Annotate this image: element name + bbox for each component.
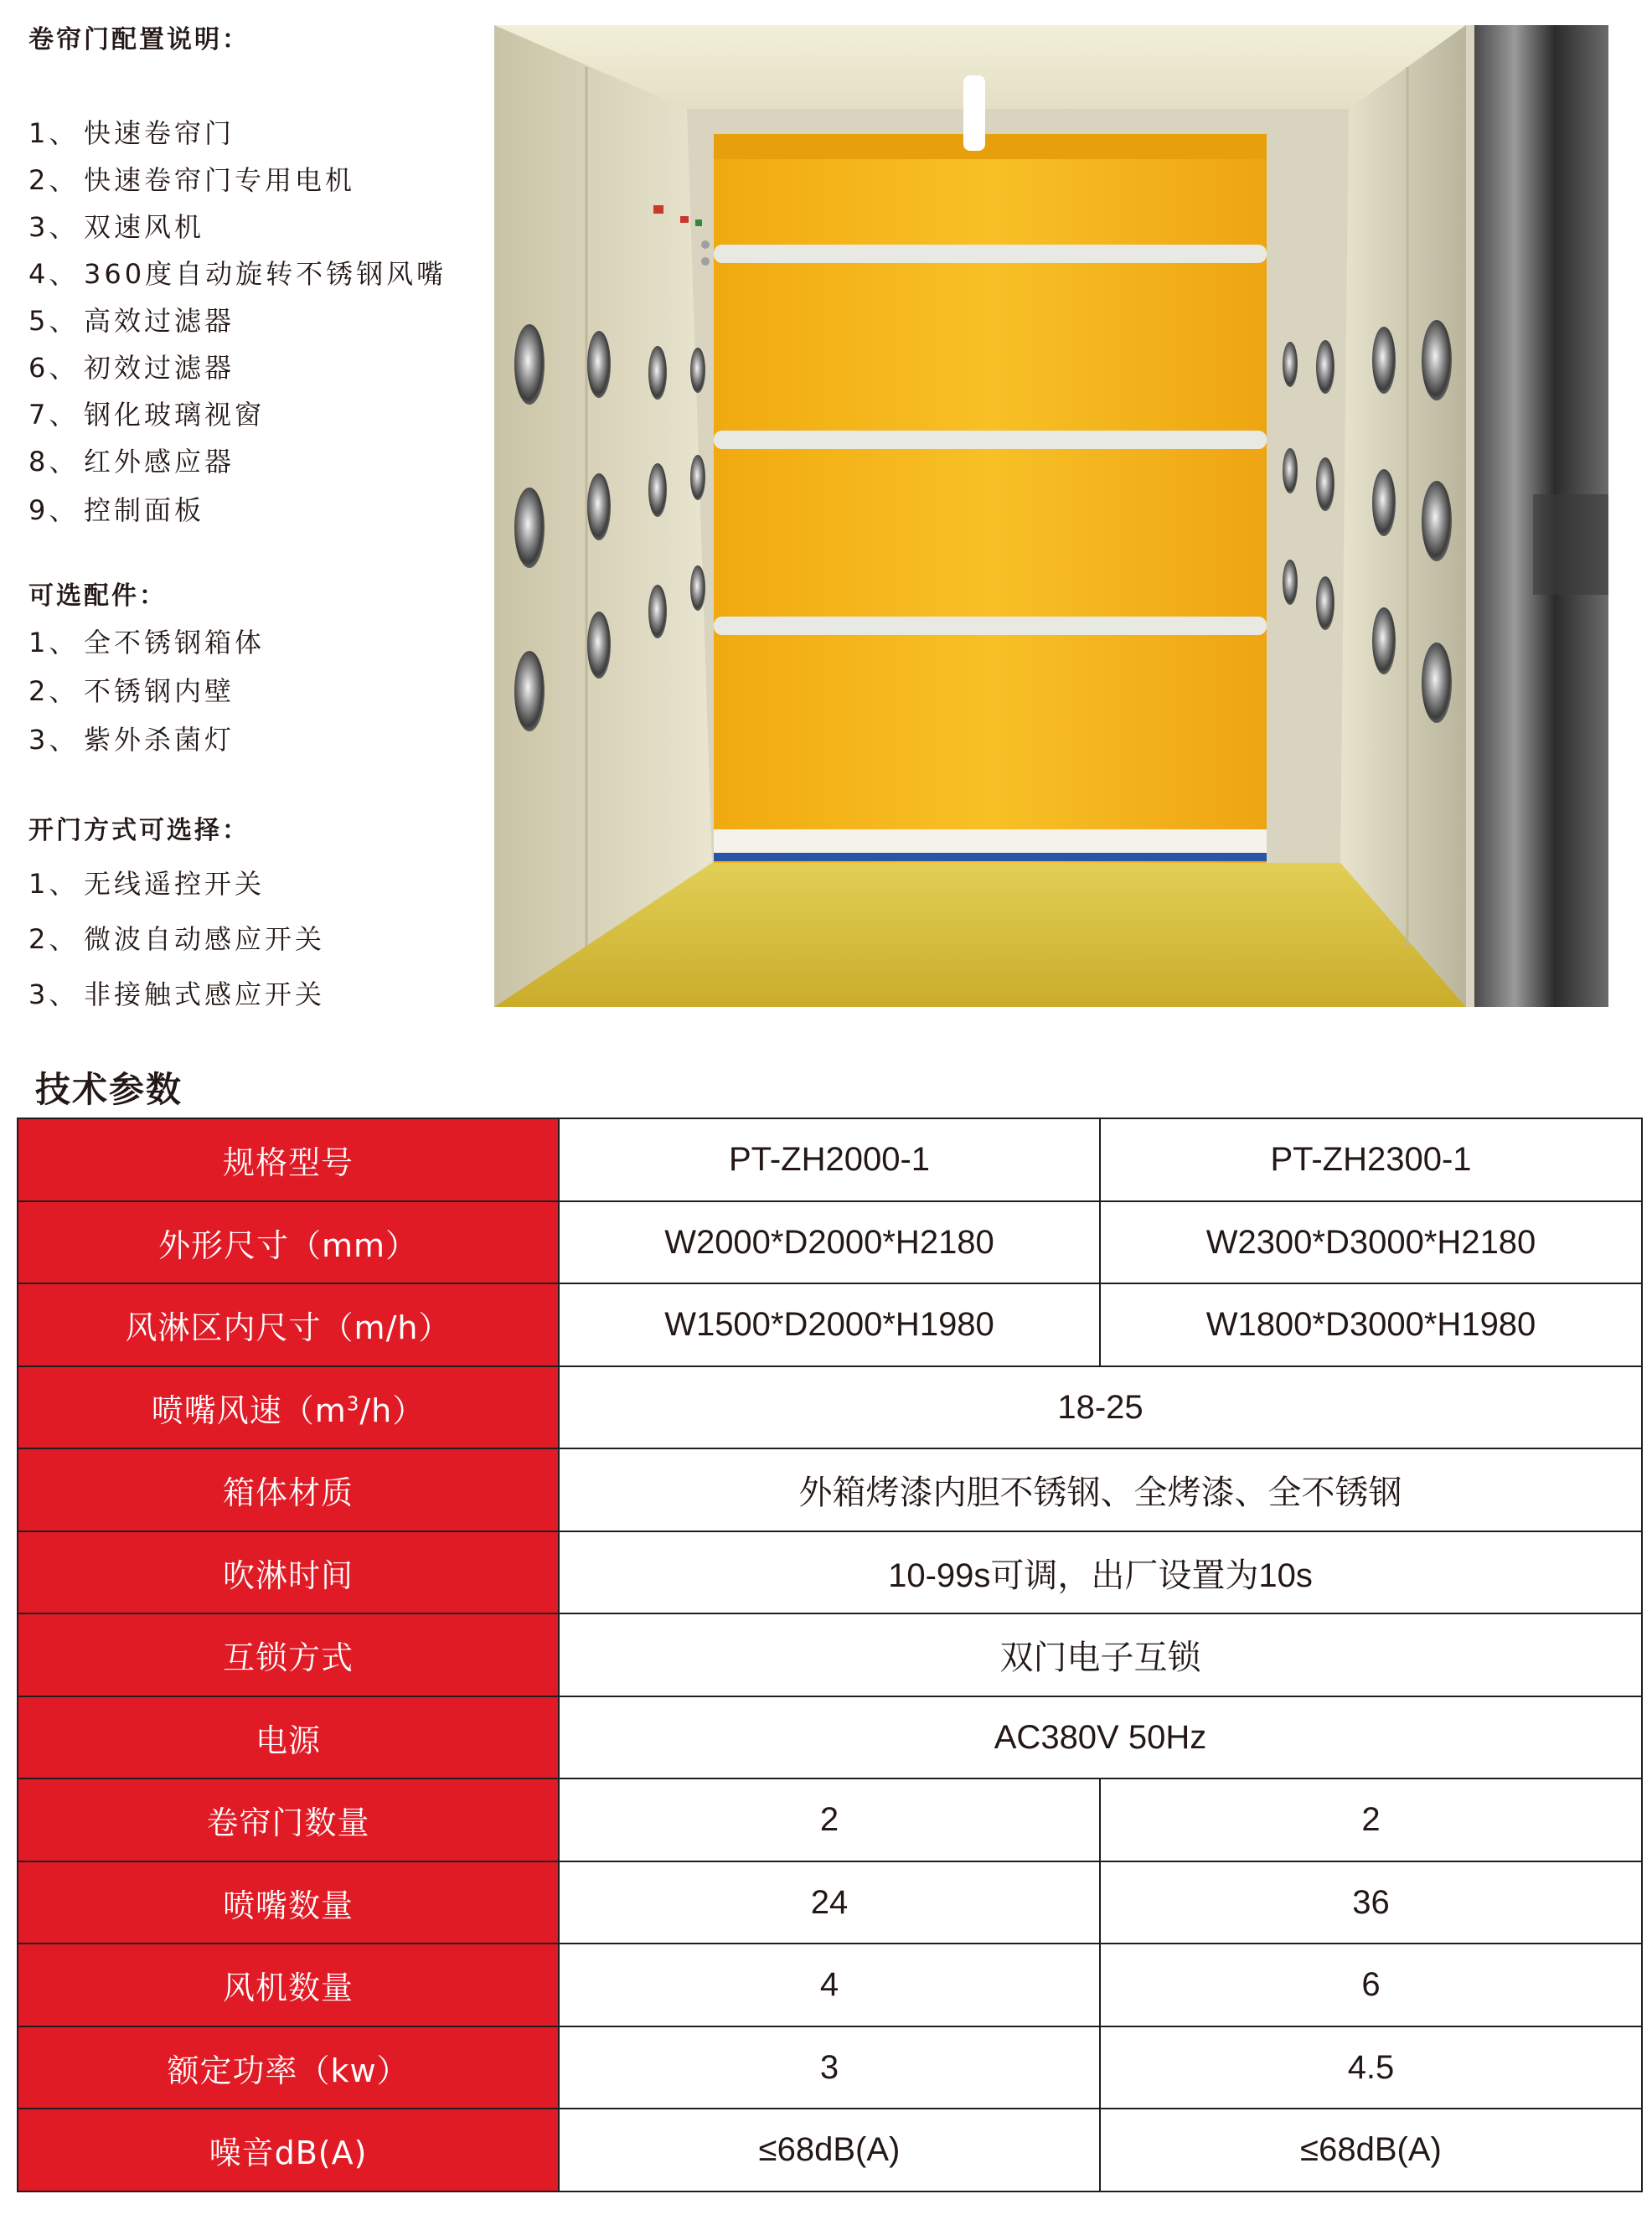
row-value-merged: AC380V 50Hz [559, 1696, 1642, 1778]
table-row [18, 1696, 1642, 1778]
config-item-6: 6、 初效过滤器 [28, 352, 235, 384]
door-item-3: 3、 非接触式感应开关 [28, 978, 326, 1010]
row-value-1: ≤68dB(A) [559, 2109, 1100, 2191]
row-label: 吹淋时间 [18, 1531, 559, 1613]
row-label: 喷嘴风速$(m^3/h)$ [18, 1366, 559, 1448]
row-label: 喷嘴数量 [18, 1861, 559, 1944]
product-photo [494, 25, 1608, 1007]
optional-title: 可选配件： [28, 581, 167, 611]
config-item-9: 9、 控制面板 [28, 494, 205, 526]
row-label: 外形尺寸（mm） [18, 1201, 559, 1283]
row-label: 互锁方式 [18, 1613, 559, 1696]
row-value-2: 4.5 [1100, 2026, 1642, 2109]
door-item-1: 1、 无线遥控开关 [28, 868, 266, 900]
row-value-1: PT-ZH2000-1 [559, 1118, 1100, 1201]
table-row [18, 2026, 1642, 2109]
row-value-2: PT-ZH2300-1 [1100, 1118, 1642, 1201]
spec-table [17, 1118, 1643, 2192]
table-row [18, 1531, 1642, 1613]
row-value-2: 6 [1100, 1944, 1642, 2026]
optional-item-3: 3、 紫外杀菌灯 [28, 724, 235, 756]
row-value-2: 2 [1100, 1778, 1642, 1861]
optional-item-2: 2、 不锈钢内壁 [28, 675, 235, 707]
config-item-8: 8、 红外感应器 [28, 446, 235, 478]
row-label: 额定功率（kw） [18, 2026, 559, 2109]
row-value-2: W2300*D3000*H2180 [1100, 1201, 1642, 1283]
config-item-4: 4、 360度自动旋转不锈钢风嘴 [28, 258, 447, 290]
row-value-1: W2000*D2000*H2180 [559, 1201, 1100, 1283]
row-value-2: W1800*D3000*H1980 [1100, 1283, 1642, 1366]
row-label: 规格型号 [18, 1118, 559, 1201]
row-value-merged: 10-99s可调，出厂设置为10s [559, 1531, 1642, 1613]
row-value-merged: 外箱烤漆内胆不锈钢、全烤漆、全不锈钢 [559, 1448, 1642, 1531]
row-value-1: W1500*D2000*H1980 [559, 1283, 1100, 1366]
table-row [18, 1283, 1642, 1366]
row-label: 电源 [18, 1696, 559, 1778]
table-row [18, 2109, 1642, 2191]
door-item-2: 2、 微波自动感应开关 [28, 923, 326, 955]
row-label: 箱体材质 [18, 1448, 559, 1531]
config-item-3: 3、 双速风机 [28, 211, 205, 243]
table-row [18, 1201, 1642, 1283]
row-label: 卷帘门数量 [18, 1778, 559, 1861]
table-row [18, 1613, 1642, 1696]
table-row [18, 1118, 1642, 1201]
config-item-5: 5、 高效过滤器 [28, 305, 235, 337]
config-item-2: 2、 快速卷帘门专用电机 [28, 164, 356, 196]
door-title: 开门方式可选择： [28, 816, 250, 845]
row-value-1: 3 [559, 2026, 1100, 2109]
row-value-1: 4 [559, 1944, 1100, 2026]
config-item-7: 7、 钢化玻璃视窗 [28, 399, 266, 431]
config-item-1: 1、 快速卷帘门 [28, 117, 235, 149]
table-row [18, 1861, 1642, 1944]
table-row [18, 1944, 1642, 2026]
row-value-2: 36 [1100, 1861, 1642, 1944]
row-value-merged: 双门电子互锁 [559, 1613, 1642, 1696]
table-row [18, 1448, 1642, 1531]
row-value-2: ≤68dB(A) [1100, 2109, 1642, 2191]
row-value-1: 24 [559, 1861, 1100, 1944]
optional-item-1: 1、 全不锈钢箱体 [28, 627, 266, 658]
spec-heading: 技术参数 [35, 1069, 183, 1110]
table-row [18, 1778, 1642, 1861]
table-row [18, 1366, 1642, 1448]
row-label: 风淋区内尺寸（m/h） [18, 1283, 559, 1366]
row-value-1: 2 [559, 1778, 1100, 1861]
row-label: 风机数量 [18, 1944, 559, 2026]
row-label: 噪音dB(A) [18, 2109, 559, 2191]
config-title: 卷帘门配置说明： [28, 25, 250, 54]
row-value-merged: 18-25 [559, 1366, 1642, 1448]
